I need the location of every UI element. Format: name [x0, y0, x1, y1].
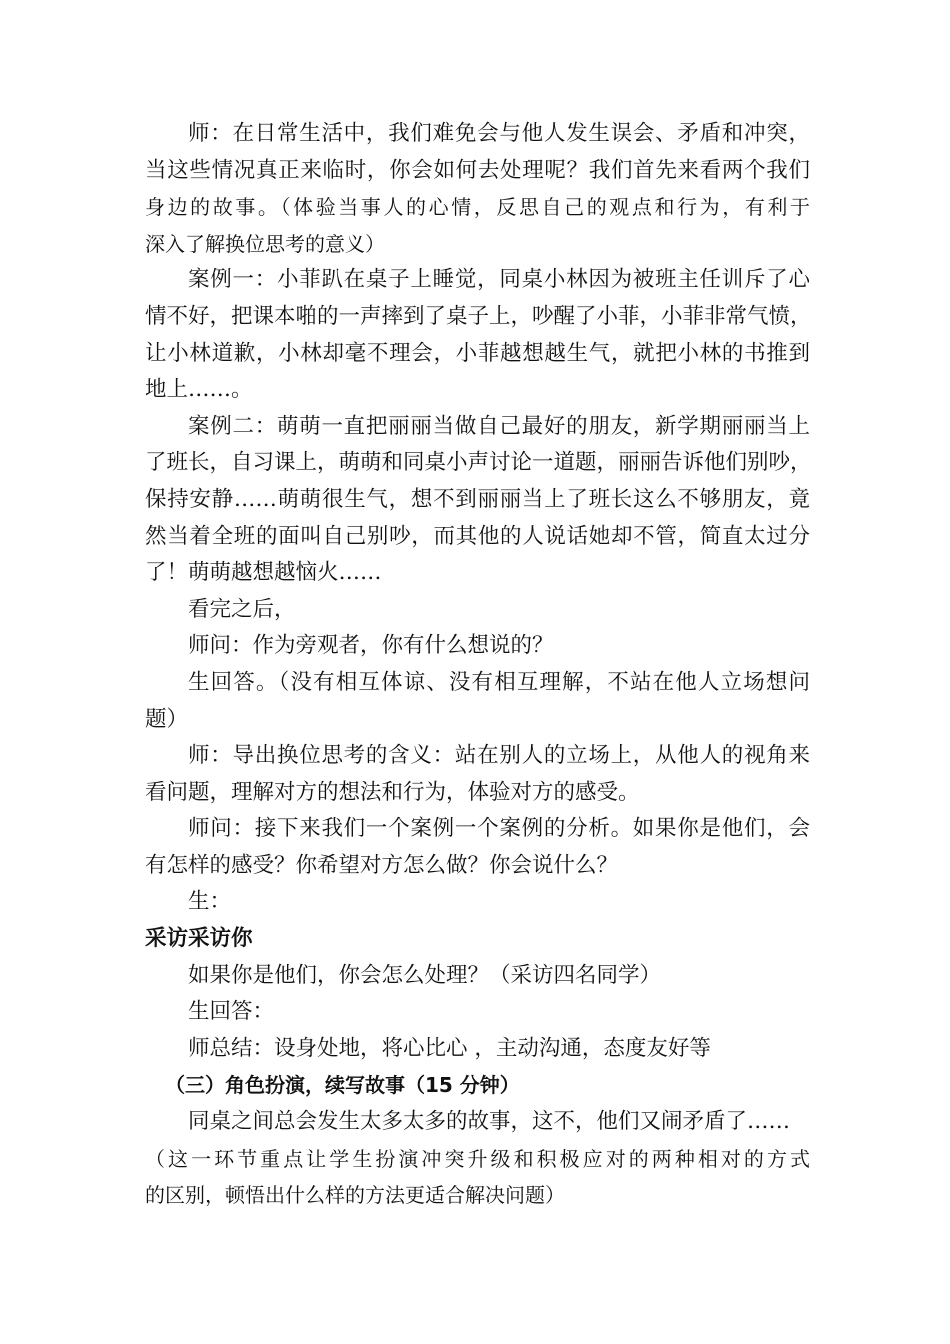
- paragraph-line: 生回答：: [188, 999, 275, 1025]
- paragraph-line: 了班长，自习课上，萌萌和同桌小声讨论一道题，丽丽告诉他们别吵，: [145, 450, 812, 476]
- paragraph-line: 当这些情况真正来临时，你会如何去处理呢？我们首先来看两个我们: [145, 157, 810, 183]
- paragraph-line: 师问：作为旁观者，你有什么想说的？: [188, 633, 554, 659]
- paragraph-line: 地上……。: [145, 377, 253, 403]
- paragraph-line: 深入了解换位思考的意义）: [145, 231, 385, 256]
- document-body: [145, 116, 810, 1214]
- paragraph-line: 案例一：小菲趴在桌子上睡觉，同桌小林因为被班主任训斥了心: [188, 267, 810, 293]
- paragraph-line: 如果你是他们，你会怎么处理？（采访四名同学）: [188, 962, 662, 988]
- paragraph-line: 情不好，把课本啪的一声摔到了桌子上，吵醒了小菲，小菲非常气愤，: [145, 303, 812, 329]
- paragraph-line: 生回答。（没有相互体谅、没有相互理解，不站在他人立场想问: [188, 669, 810, 695]
- paragraph-line: 了！萌萌越想越恼火……: [145, 560, 382, 586]
- paragraph-line: 然当着全班的面叫自己别吵，而其他的人说话她却不管，简直太过分: [145, 523, 810, 549]
- activity-heading: 采访采访你: [145, 926, 253, 952]
- paragraph-line: 生：: [188, 889, 232, 915]
- paragraph-line: 的区别，顿悟出什么样的方法更适合解决问题）: [145, 1183, 565, 1208]
- paragraph-line: 师：在日常生活中，我们难免会与他人发生误会、矛盾和冲突，: [188, 121, 810, 146]
- paragraph-line: 保持安静……萌萌很生气，想不到丽丽当上了班长这么不够朋友，竟: [145, 486, 810, 512]
- paragraph-line: 看完之后，: [188, 596, 296, 622]
- paragraph-line: 看问题，理解对方的想法和行为，体验对方的感受。: [145, 779, 640, 805]
- paragraph-line: 案例二：萌萌一直把丽丽当做自己最好的朋友，新学期丽丽当上: [188, 413, 810, 439]
- paragraph-line: 身边的故事。（体验当事人的心情，反思自己的观点和行为，有利于: [145, 195, 810, 220]
- paragraph-line: （这一环节重点让学生扮演冲突升级和积极应对的两种相对的方式: [145, 1146, 810, 1171]
- paragraph-line: 题）: [145, 706, 189, 732]
- paragraph-line: 师问：接下来我们一个案例一个案例的分析。如果你是他们，会: [188, 816, 810, 842]
- section-heading: （三）角色扮演，续写故事（15 分钟）: [165, 1073, 520, 1098]
- paragraph-line: 同桌之间总会发生太多太多的故事，这不，他们又闹矛盾了……: [188, 1109, 791, 1135]
- paragraph-line: 让小林道歉，小林却毫不理会，小菲越想越生气，就把小林的书推到: [145, 340, 810, 366]
- paragraph-line: 有怎样的感受？你希望对方怎么做？你会说什么？: [145, 852, 619, 878]
- paragraph-line: 师：导出换位思考的含义：站在别人的立场上，从他人的视角来: [188, 743, 810, 769]
- paragraph-line: 师总结：设身处地，将心比心 ，主动沟通，态度友好等: [188, 1035, 711, 1061]
